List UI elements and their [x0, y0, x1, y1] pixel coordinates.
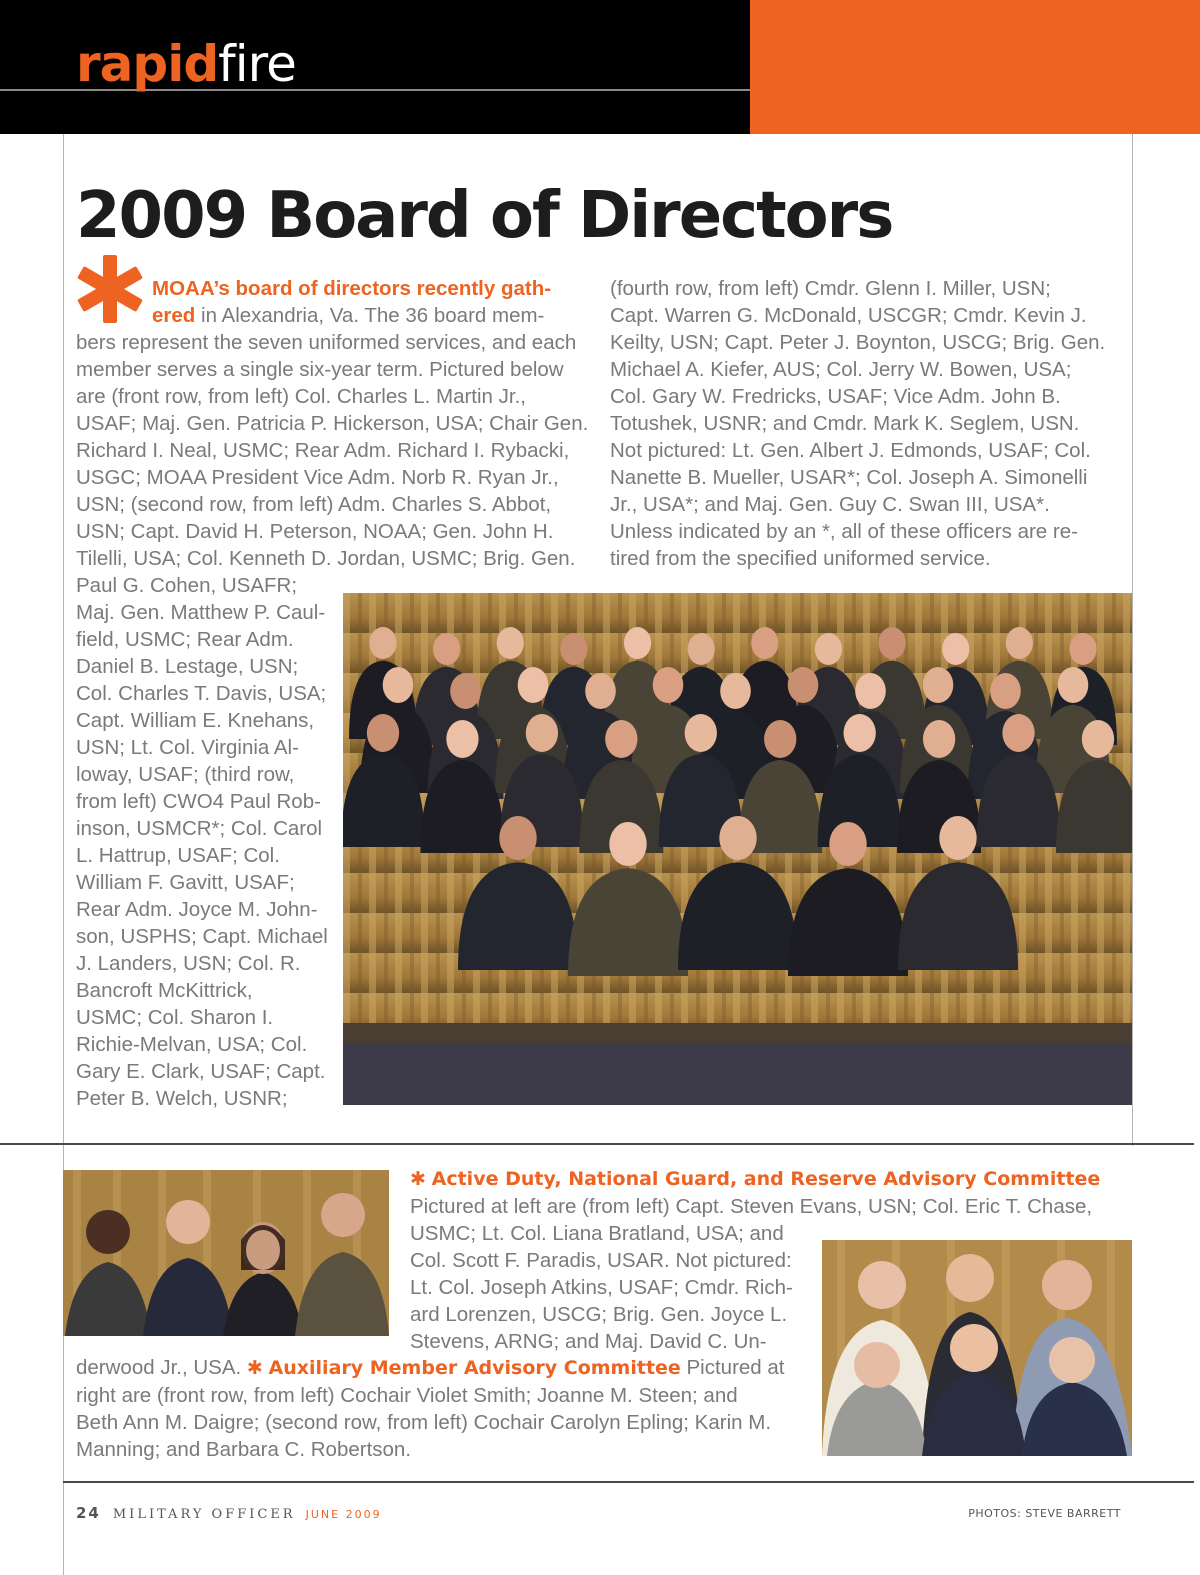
body-line: Keilty, USN; Capt. Peter J. Boynton, USCG; Brig. Gen.	[610, 331, 1106, 354]
body-line: (fourth row, from left) Cmdr. Glenn I. Miller, USN;	[610, 277, 1051, 300]
body-line: loway, USAF; (third row,	[76, 763, 295, 786]
caption-line: Pictured at left are (from left) Capt. Steven Evans, USN; Col. Eric T. Chase,	[410, 1195, 1093, 1218]
body-line: are (front row, from left) Col. Charles L. Martin Jr.,	[76, 385, 526, 408]
body-line: Rear Adm. Joyce M. John-	[76, 898, 318, 921]
caption-line: Stevens, ARNG; and Maj. David C. Un-	[410, 1330, 767, 1353]
board-group-photo-art	[343, 593, 1132, 1105]
photo-credit: PHOTOS: STEVE BARRETT	[968, 1507, 1121, 1520]
section-logo	[76, 34, 296, 94]
body-line: Peter B. Welch, USNR;	[76, 1087, 288, 1110]
page-number: 24	[76, 1504, 101, 1522]
body-line: Paul G. Cohen, USAFR;	[76, 574, 298, 597]
body-line: USN; Capt. David H. Peterson, NOAA; Gen. John H.	[76, 520, 554, 543]
asterisk-small-icon: ✱	[246, 1357, 263, 1379]
body-line: William F. Gavitt, USAF;	[76, 871, 295, 894]
caption-run-on: Pictured at	[680, 1356, 785, 1379]
person-head	[1058, 667, 1089, 703]
active-duty-committee-photo	[63, 1170, 389, 1336]
caption-line: Lt. Col. Joseph Atkins, USAF; Cmdr. Rich-	[410, 1276, 793, 1299]
committee-heading: Active Duty, National Guard, and Reserve Advisory Committee	[431, 1168, 1101, 1190]
body-line: USN; (second row, from left) Adm. Charles S. Abbot,	[76, 493, 552, 516]
caption-line: Manning; and Barbara C. Robertson.	[76, 1438, 412, 1461]
body-line: USN; Lt. Col. Virginia Al-	[76, 736, 299, 759]
caption-run-in: derwood Jr., USA.	[76, 1356, 247, 1379]
body-line: in Alexandria, Va. The 36 board mem-	[195, 304, 545, 327]
person-head	[367, 714, 399, 752]
person-head	[653, 667, 684, 703]
article-body-right	[610, 275, 1130, 572]
person-head	[1006, 627, 1033, 659]
person-head	[585, 673, 616, 709]
body-line: Gary E. Clark, USAF; Capt.	[76, 1060, 326, 1083]
body-line: Unless indicated by an *, all of these officers are re-	[610, 520, 1078, 543]
person-head	[878, 627, 905, 659]
article-body-narrow	[76, 572, 338, 1112]
body-line: Michael A. Kiefer, AUS; Col. Jerry W. Bowen, USA;	[610, 358, 1072, 381]
lead-in-end: ered	[152, 304, 196, 327]
lead-line	[76, 275, 576, 302]
body-line: Richie-Melvan, USA; Col.	[76, 1033, 308, 1056]
board-group-photo	[343, 593, 1132, 1105]
body-line: bers represent the seven uniformed services, and each	[76, 331, 577, 354]
body-line: USGC; MOAA President Vice Adm. Norb R. Ryan Jr.,	[76, 466, 559, 489]
person-head	[433, 633, 460, 665]
person-head	[923, 720, 955, 758]
body-line: Totushek, USNR; and Cmdr. Mark K. Seglem, USN.	[610, 412, 1080, 435]
caption-line: right are (front row, from left) Cochair Violet Smith; Joanne M. Steen; and	[76, 1384, 738, 1407]
person-head	[764, 720, 796, 758]
body-line: Jr., USA*; and Maj. Gen. Guy C. Swan III, USA*.	[610, 493, 1050, 516]
person-head	[923, 667, 954, 703]
body-line: tired from the specified uniformed service.	[610, 547, 991, 570]
body-line: Col. Charles T. Davis, USA;	[76, 682, 327, 705]
committee-heading-line	[410, 1165, 1130, 1193]
body-line: J. Landers, USN; Col. R.	[76, 952, 301, 975]
person-head	[939, 816, 976, 860]
body-line: USMC; Col. Sharon I.	[76, 1006, 274, 1029]
person-head	[844, 714, 876, 752]
person-head	[518, 667, 549, 703]
person-head	[720, 673, 751, 709]
auxiliary-committee-caption	[76, 1354, 806, 1463]
body-line: son, USPHS; Capt. Michael	[76, 925, 328, 948]
person-head	[497, 627, 524, 659]
caption-line: USMC; Lt. Col. Liana Bratland, USA; and	[410, 1222, 784, 1245]
caption-line: ard Lorenzen, USCG; Brig. Gen. Joyce L.	[410, 1303, 788, 1326]
lead-line-2	[76, 302, 576, 329]
section-divider	[0, 1143, 1194, 1145]
person-head	[855, 673, 886, 709]
person-head	[751, 627, 778, 659]
person-head	[942, 633, 969, 665]
magazine-name: MILITARY OFFICER	[112, 1507, 296, 1522]
person-head	[605, 720, 637, 758]
body-line: Capt. Warren G. McDonald, USCGR; Cmdr. Kevin J.	[610, 304, 1087, 327]
person-head	[688, 633, 715, 665]
person-head	[369, 627, 396, 659]
issue-date: JUNE 2009	[305, 1508, 382, 1521]
article-headline: 2009 Board of Directors	[76, 179, 893, 253]
person-head	[788, 667, 819, 703]
body-line: Not pictured: Lt. Gen. Albert J. Edmonds, USAF; Col.	[610, 439, 1091, 462]
page-folio	[76, 1504, 382, 1522]
body-line: Bancroft McKittrick,	[76, 979, 253, 1002]
body-line: Richard I. Neal, USMC; Rear Adm. Richard I. Rybacki,	[76, 439, 570, 462]
asterisk-small-icon: ✱	[410, 1168, 426, 1190]
caption-line: Col. Scott F. Paradis, USAR. Not pictured:	[410, 1249, 792, 1272]
body-line: Nanette B. Mueller, USAR*; Col. Joseph A. Simonelli	[610, 466, 1088, 489]
article-body-left	[76, 275, 589, 572]
body-line: Tilelli, USA; Col. Kenneth D. Jordan, USMC; Brig. Gen.	[76, 547, 576, 570]
person-head	[446, 720, 478, 758]
committee-heading: Auxiliary Member Advisory Committee	[268, 1357, 681, 1379]
header-band-orange	[750, 0, 1200, 134]
person-head	[450, 673, 481, 709]
lead-in: MOAA’s board of directors recently gath-	[152, 277, 552, 300]
person-head	[560, 633, 587, 665]
person-head	[719, 816, 756, 860]
active-duty-committee-photo-art	[63, 1170, 389, 1336]
person-head	[499, 816, 536, 860]
person-head	[829, 822, 866, 866]
person-head	[609, 822, 646, 866]
body-line: L. Hattrup, USAF; Col.	[76, 844, 280, 867]
person-head	[1082, 720, 1114, 758]
committee-heading-line	[76, 1354, 806, 1382]
body-line: Maj. Gen. Matthew P. Caul-	[76, 601, 326, 624]
body-line: from left) CWO4 Paul Rob-	[76, 790, 321, 813]
person-head	[815, 633, 842, 665]
person-head	[624, 627, 651, 659]
body-line: inson, USMCR*; Col. Carol	[76, 817, 323, 840]
logo-fire: fire	[218, 35, 296, 93]
body-line: Col. Gary W. Fredricks, USAF; Vice Adm. John B.	[610, 385, 1061, 408]
caption-line: Beth Ann M. Daigre; (second row, from left) Cochair Carolyn Epling; Karin M.	[76, 1411, 772, 1434]
person-head	[685, 714, 717, 752]
person-head	[990, 673, 1021, 709]
frame-rule-left	[63, 134, 64, 1575]
person-head	[1002, 714, 1034, 752]
body-line: Daniel B. Lestage, USN;	[76, 655, 299, 678]
logo-rapid: rapid	[76, 35, 219, 93]
body-line: USAF; Maj. Gen. Patricia P. Hickerson, USA; Chair Gen.	[76, 412, 589, 435]
footer-divider	[63, 1481, 1194, 1483]
body-line: field, USMC; Rear Adm.	[76, 628, 294, 651]
frame-rule-right	[1132, 134, 1133, 1146]
body-line: Capt. William E. Knehans,	[76, 709, 315, 732]
body-line: member serves a single six-year term. Pictured below	[76, 358, 564, 381]
active-duty-committee-caption	[410, 1165, 1130, 1355]
person-head	[526, 714, 558, 752]
person-head	[383, 667, 414, 703]
person-head	[1069, 633, 1096, 665]
